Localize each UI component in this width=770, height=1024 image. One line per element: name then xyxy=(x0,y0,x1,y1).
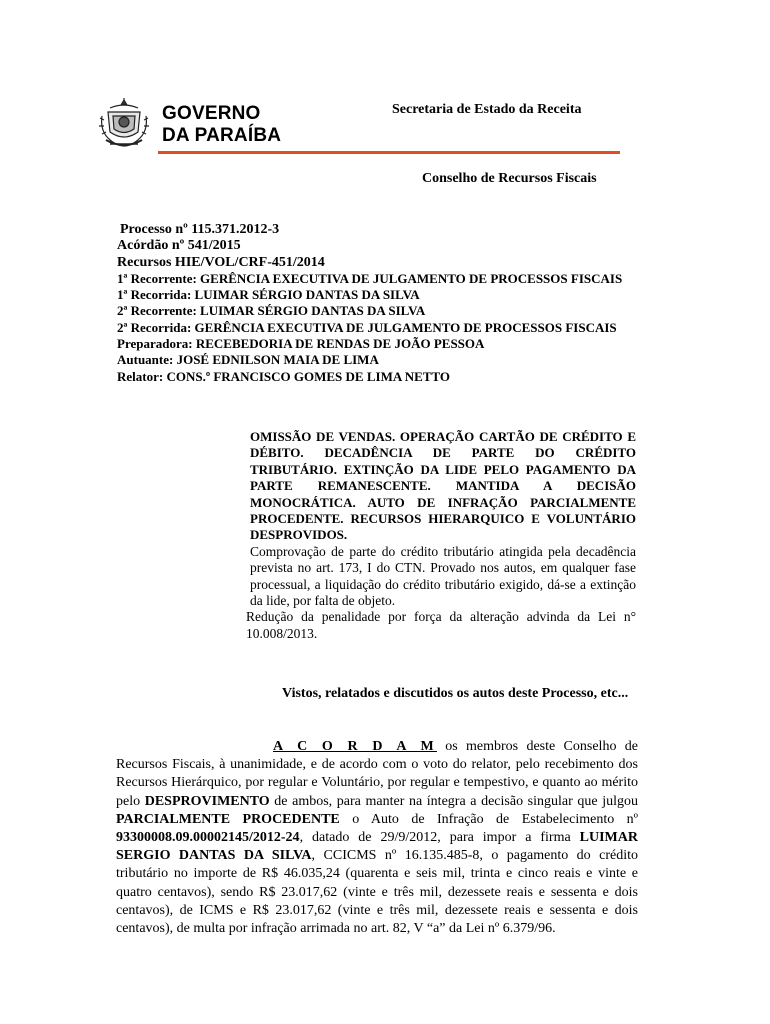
gov-line-1: GOVERNO xyxy=(162,103,261,124)
header-divider xyxy=(158,151,620,154)
preparadora: Preparadora: RECEBEDORIA DE RENDAS DE JOÃO PESSOA xyxy=(117,336,485,352)
ementa-block xyxy=(246,429,636,642)
acordao-number: Acórdão nº 541/2015 xyxy=(117,238,241,254)
ementa-paragraph-1: Comprovação de parte do crédito tributário atingida pela decadência prevista no art. 173, I do CTN. Provado nos autos, em qualquer fase processual, a liquidação do crédito tributário exigido, dá-se a extinção da lide, por falta de objeto. xyxy=(250,543,636,609)
firm-name: LUIMAR SERGIO DANTAS DA SILVA xyxy=(116,830,638,864)
recorrida-2: 2ª Recorrida: GERÊNCIA EXECUTIVA DE JULGAMENTO DE PROCESSOS FISCAIS xyxy=(117,319,617,335)
conselho-title: Conselho de Recursos Fiscais xyxy=(422,171,597,186)
process-header xyxy=(117,222,622,385)
relator: Relator: CONS.º FRANCISCO GOMES DE LIMA NETTO xyxy=(117,368,451,384)
paraiba-coat-of-arms-icon xyxy=(96,96,152,152)
auto-infracao-number: 93300008.09.00002145/2012-24 xyxy=(116,830,300,846)
ementa-title: OMISSÃO DE VENDAS. OPERAÇÃO CARTÃO DE CRÉDITO E DÉBITO. DECADÊNCIA DE PARTE DO CRÉDITO TRIBUTÁRIO. EXTINÇÃO DA LIDE PELO PAGAMENTO DA PARTE REMANESCENTE. MANTIDA A DECISÃO MONOCRÁTICA. AUTO DE INFRAÇÃO PARCIALMENTE PROCEDENTE. RECURSOS HIERARQUICO E VOLUNTÁRIO DESPROVIDOS. xyxy=(250,429,636,543)
acordao-text-3: o Auto de Infração de Estabelecimento nº xyxy=(339,811,638,827)
government-name xyxy=(162,103,281,147)
acordao-text-2: de ambos, para manter na íntegra a decisão singular que julgou xyxy=(269,793,638,809)
autuante: Autuante: JOSÉ EDNILSON MAIA DE LIMA xyxy=(117,352,379,368)
acordao-text-5: , CCICMS nº 16.135.485-8, o pagamento do crédito tributário no importe de R$ 46.035,24 (quarenta e seis mil, trinta e cinco reais e vinte e quatro centavos), sendo R$ 23.017,62 (vinte e três mil, dezessete reais e sessenta e dois centavos), de ICMS e R$ 23.017,62 (vinte e três mil, dezessete reais e sessenta e dois centavos), de multa por infração arrimada no art. 82, V “a” da Lei nº 6.379/96. xyxy=(116,848,639,937)
recursos-number: Recursos HIE/VOL/CRF-451/2014 xyxy=(117,254,325,270)
recorrente-1: 1ª Recorrente: GERÊNCIA EXECUTIVA DE JULGAMENTO DE PROCESSOS FISCAIS xyxy=(117,270,623,286)
recorrida-1: 1ª Recorrida: LUIMAR SÉRGIO DANTAS DA SILVA xyxy=(117,287,420,303)
acordao-paragraph xyxy=(116,738,638,938)
ementa-paragraph-2: Redução da penalidade por força da alteração advinda da Lei n° 10.008/2013. xyxy=(246,609,636,641)
acordao-text-4: , datado de 29/9/2012, para impor a firma xyxy=(299,830,580,846)
gov-line-2: DA PARAÍBA xyxy=(162,125,282,146)
vistos-line: Vistos, relatados e discutidos os autos deste Processo, etc... xyxy=(282,686,629,701)
acordao-text-1: os membros deste Conselho de Recursos Fiscais, à unanimidade, e de acordo com o voto do relator, pelo recebimento dos Recursos Hierárquico, por regular e Voluntário, por regular e tempestivo, e quanto ao mérito pelo xyxy=(116,739,638,809)
secretaria-title: Secretaria de Estado da Receita xyxy=(392,102,582,117)
desprovimento-term: DESPROVIMENTO xyxy=(144,793,270,809)
acordam-heading: A C O R D A M xyxy=(273,739,437,754)
parcialmente-procedente-term: PARCIALMENTE PROCEDENTE xyxy=(116,811,340,827)
recorrente-2: 2ª Recorrente: LUIMAR SÉRGIO DANTAS DA SILVA xyxy=(117,303,426,319)
processo-number: Processo nº 115.371.2012-3 xyxy=(120,222,280,237)
